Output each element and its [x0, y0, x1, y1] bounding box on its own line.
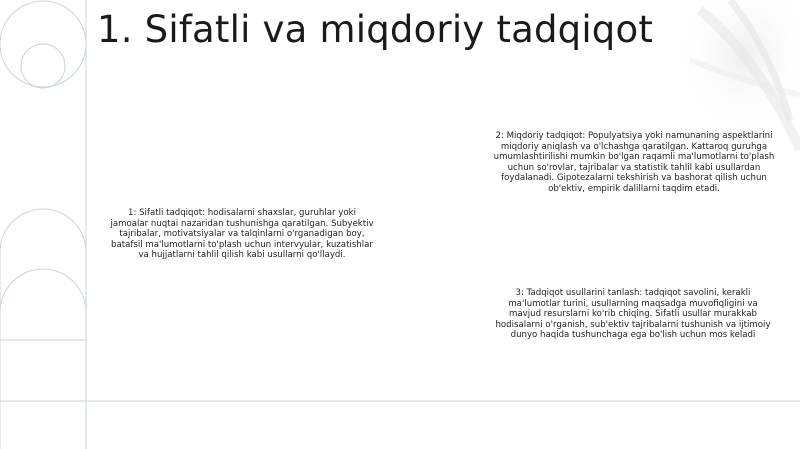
text-block-method-choice: 3: Tadqiqot usullarini tanlash: tadqiqot savolini, kerakli ma'lumotlar turini, usullarning maqsadga muvofiqligini va mavjud resurslarni ko'rib chiqing. Sifatli usullar murakkab hodisalarni o'rganish, sub'ektiv tajribalarni tushunish va ijtimoiy dunyo haqida tushunchaga ega bo'lish uchun mos keladi: [495, 288, 771, 340]
plant-watermark: [675, 0, 800, 150]
deco-arch-upper: [0, 209, 86, 340]
text-block-quantitative: 2: Miqdoriy tadqiqot: Populyatsiya yoki namunaning aspektlarini miqdoriy aniqlash va o'lchashga qaratilgan. Kattaroq guruhga umumlashtirilishi mumkin bo'lgan raqamli ma'lumotlarni to'plash uchun so'rovlar, tajribalar va statistik tahlil kabi usullardan foydalanadi. Gipotezalarni tekshirish va bashorat qilish uchun ob'ektiv, empirik dalillarni taqdim etadi.: [493, 131, 775, 194]
deco-arch-lower: [0, 269, 86, 449]
deco-circle-small: [21, 44, 65, 88]
text-block-qualitative: 1: Sifatli tadqiqot: hodisalarni shaxslar, guruhlar yoki jamoalar nuqtai nazaridan tushunishga qaratilgan. Subyektiv tajribalar, motivatsiyalar va talqinlarni o'rganadigan boy, batafsil ma'lumotlarni to'plash uchun intervyular, kuzatishlar va hujjatlarni tahlil qilish kabi usullarni qo'llaydi.: [110, 208, 374, 260]
slide-title: 1. Sifatli va miqdoriy tadqiqot: [97, 8, 654, 51]
